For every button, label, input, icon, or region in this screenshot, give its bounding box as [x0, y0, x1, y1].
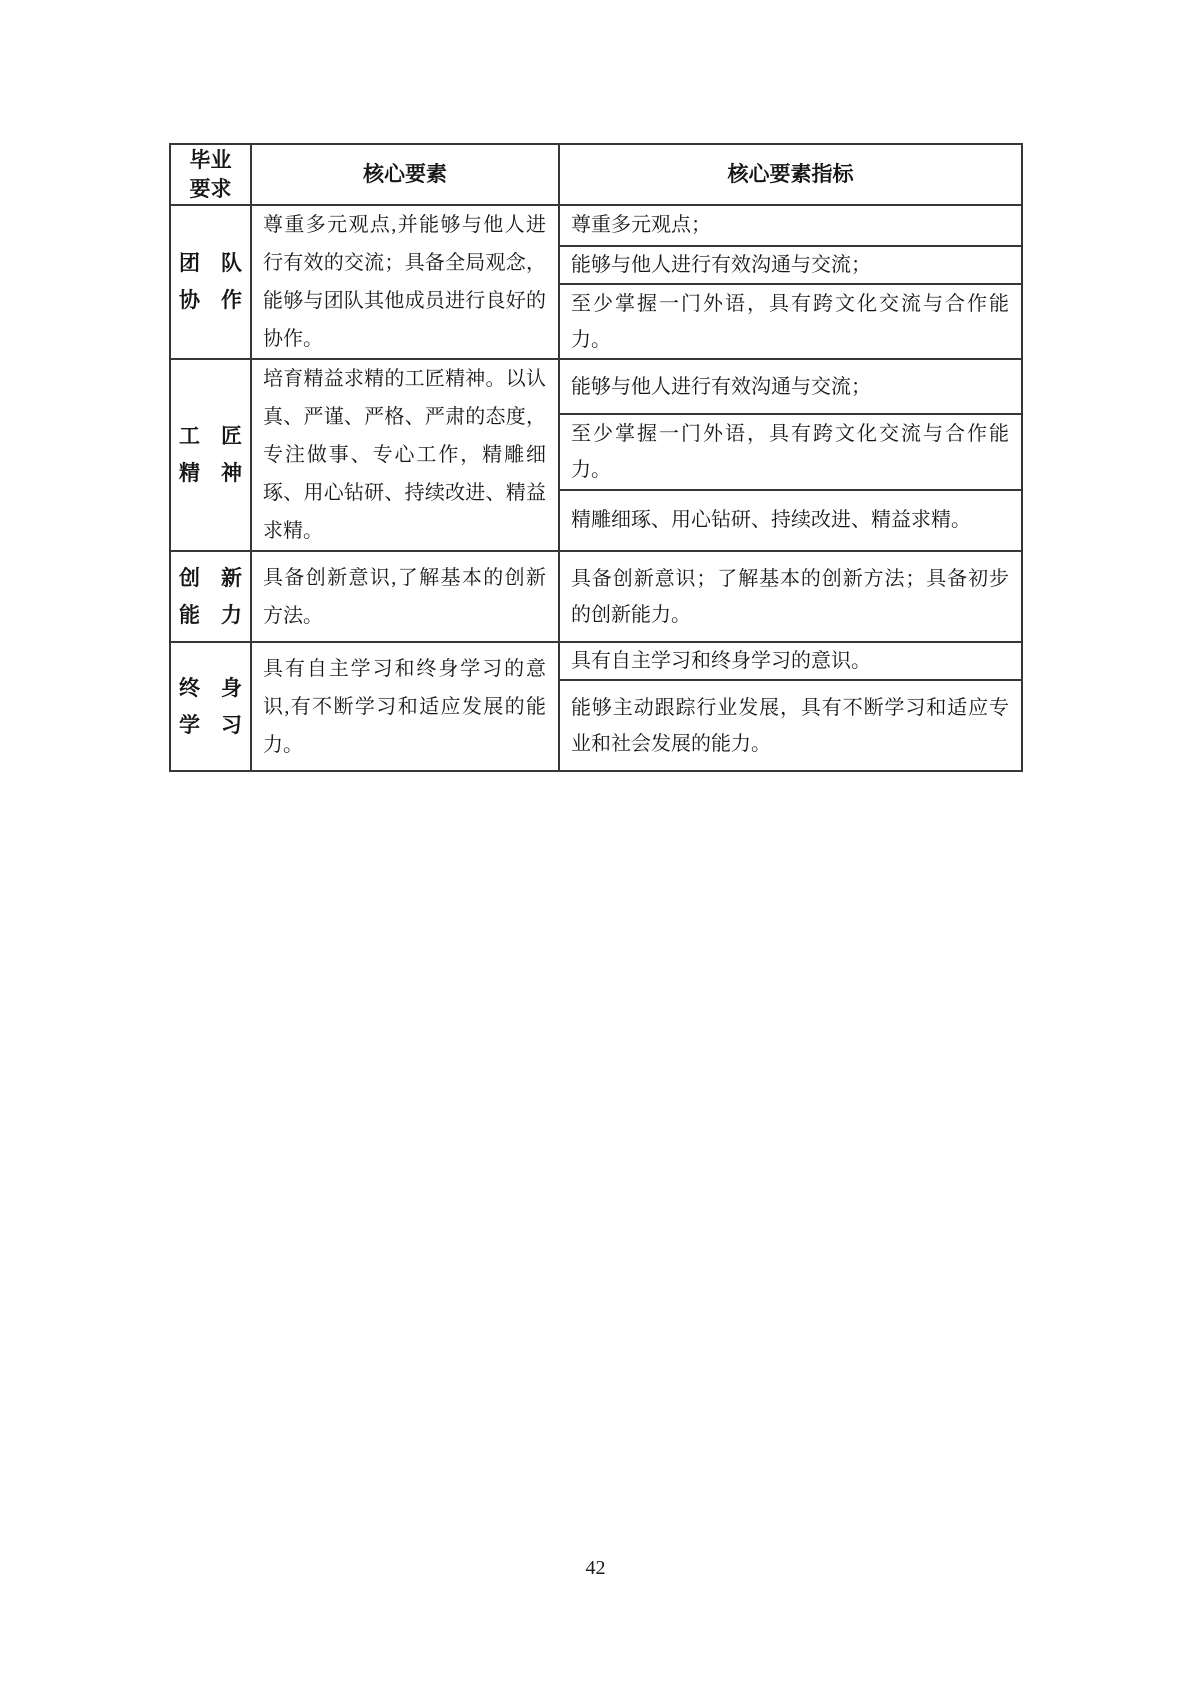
- indicator-cell: 至少掌握一门外语，具有跨文化交流与合作能力。: [559, 284, 1022, 359]
- table-row-craftsmanship: [170, 359, 1022, 414]
- requirement-label-line1: 终 身: [179, 675, 242, 700]
- core-element-innovation: 具备创新意识,了解基本的创新方法。: [251, 551, 559, 642]
- core-element-teamwork: 尊重多元观点,并能够与他人进行有效的交流；具备全局观念，能够与团队其他成员进行良好的协作。: [251, 205, 559, 359]
- requirement-label-teamwork: [170, 205, 251, 359]
- indicator-cell: 能够主动跟踪行业发展，具有不断学习和适应专业和社会发展的能力。: [559, 680, 1022, 771]
- requirement-label-lifelong-learning: [170, 642, 251, 771]
- indicator-cell: 能够与他人进行有效沟通与交流；: [559, 246, 1022, 285]
- header-cell-graduation-requirement: [170, 144, 251, 205]
- table-row-innovation: [170, 551, 1022, 642]
- requirement-label-innovation: [170, 551, 251, 642]
- requirement-label-line2: 精 神: [179, 461, 242, 485]
- indicator-cell: 尊重多元观点；: [559, 205, 1022, 246]
- requirement-label-craftsmanship: [170, 359, 251, 551]
- indicator-cell: 具有自主学习和终身学习的意识。: [559, 642, 1022, 680]
- indicator-cell: 能够与他人进行有效沟通与交流；: [559, 359, 1022, 414]
- indicator-cell: 至少掌握一门外语，具有跨文化交流与合作能力。: [559, 414, 1022, 490]
- requirement-label-line2: 学 习: [179, 712, 242, 737]
- requirement-label-line2: 协 作: [179, 288, 242, 312]
- header-graduation-line2: 要求: [189, 176, 232, 201]
- requirement-label-line1: 创 新: [179, 565, 242, 590]
- page-number: 42: [585, 1557, 606, 1579]
- requirement-label-line1: 工 匠: [179, 424, 242, 448]
- requirement-label-line2: 能 力: [179, 602, 242, 627]
- graduation-requirements-table: [169, 143, 1023, 772]
- requirement-label-line1: 团 队: [179, 251, 242, 275]
- header-cell-core-element-indicator: 核心要素指标: [559, 144, 1022, 205]
- core-element-lifelong-learning: 具有自主学习和终身学习的意识,有不断学习和适应发展的能力。: [251, 642, 559, 771]
- table-header-row: [170, 144, 1022, 205]
- table-row-teamwork: [170, 205, 1022, 246]
- header-graduation-line1: 毕业: [189, 147, 232, 172]
- table-row-lifelong-learning: [170, 642, 1022, 680]
- core-element-craftsmanship: 培育精益求精的工匠精神。以认真、严谨、严格、严肃的态度，专注做事、专心工作，精雕细琢、用心钻研、持续改进、精益求精。: [251, 359, 559, 551]
- indicator-cell: 精雕细琢、用心钻研、持续改进、精益求精。: [559, 490, 1022, 551]
- indicator-cell: 具备创新意识；了解基本的创新方法；具备初步的创新能力。: [559, 551, 1022, 642]
- header-cell-core-element: 核心要素: [251, 144, 559, 205]
